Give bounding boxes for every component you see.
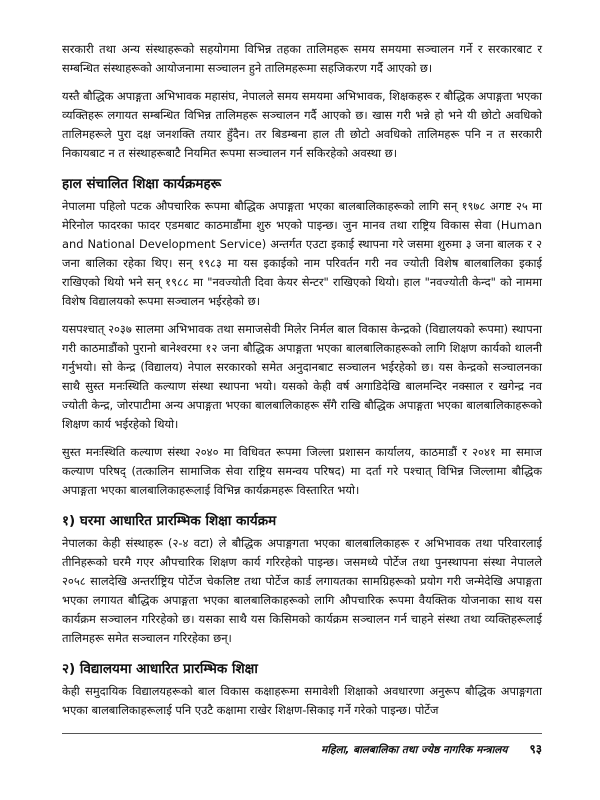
document-page: [62, 40, 542, 729]
body-paragraph: नेपालका केही संस्थाहरू (२-४ वटा) ले बौद्धिक अपाङ्गगता भएका बालबालिकाहरू र अभिभावक तथा परिवारलाई तीनिहरूको घरमै गएर औपचारिक शिक्षण कार्य गरिरहेको पाइन्छ। जसमध्ये पोर्टेज तथा पुनस्थापना संस्था नेपालले २०५८ सालदेखि अन्तर्राष्ट्रिय पोर्टेज चेकलिष्ट तथा पोर्टेज कार्ड लगायतका सामग्रिहरूको प्रयोग गरी जन्मेदेखि अपाङ्गता भएका लगायत बौद्धिक अपाङ्गता भएका बालबालिकाहरूको लागि औपचारिक रूपमा वैयक्तिक योजनाका साथ यस कार्यक्रम सञ्चालन गरिरहेको छ। यसका साथै यस किसिमको कार्यक्रम सञ्चालन गर्न चाहने संस्था तथा व्यक्तिहरूलाई तालिमहरू समेत सञ्चालन गरिरहेका छन्।: [62, 536, 542, 645]
footer-ministry-name: महिला, बालबालिका तथा ज्येष्ठ नागरिक मन्त्रालय: [321, 744, 508, 756]
footer-divider: [62, 733, 542, 734]
body-paragraph: सरकारी तथा अन्य संस्थाहरूको सहयोगमा विभिन्न तहका तालिमहरू समय समयमा सञ्चालन गर्ने र सरकारबाट र सम्बन्धित संस्थाहरूको आयोजनामा सञ्चालन हुने तालिमहरूमा सहजिकरण गर्दै आएको छ।: [62, 42, 542, 75]
section-heading: हाल संचालित शिक्षा कार्यक्रमहरू: [62, 176, 222, 192]
body-paragraph: केही समुदायिक विद्यालयहरूको बाल विकास कक्षाहरूमा समावेशी शिक्षाको अवधारणा अनुरूप बौद्धिक अपाङ्गगता भएका बालबालिकाहरूलाई पनि एउटै कक्षामा राखेर शिक्षण-सिकाइ गर्ने गरेको पाइन्छ। पोर्टेज: [62, 684, 542, 717]
section-heading: २) विद्यालयमा आधारित प्रारम्भिक शिक्षा: [62, 661, 258, 677]
page-number: ९३: [529, 742, 542, 756]
page-footer: [62, 733, 542, 759]
body-paragraph: यस्तै बौद्धिक अपाङ्गता अभिभावक महासंघ, नेपालले समय समयमा अभिभावक, शिक्षकहरू र बौद्धिक अपाङ्गता भएका व्यक्तिहरू लगायत सम्बन्धित विभिन्न तालिमहरू सञ्चालन गर्दै आएको छ। खास गरी भन्ने हो भने यी छोटो अवधिको तालिमहरूले पुरा दक्ष जनशक्ति तयार हुँदैन। तर बिडम्बना हाल ती छोटो अवधिको तालिमहरू पनि न त सरकारी निकायबाट न त संस्थाहरूबाटै नियमित रूपमा सञ्चालन गर्न सकिरहेको अवस्था छ।: [62, 89, 542, 160]
body-paragraph: नेपालमा पहिलो पटक औपचारिक रूपमा बौद्धिक अपाङ्गता भएका बालबालिकाहरूको लागि सन् १९७८ अगष्ट २५ मा मेरिनोल फादरका फादर एडमबाट काठमाडौंमा शुरु भएको पाइन्छ। जुन मानव तथा राष्ट्रिय विकास सेवा (Human and National Development Service) अन्तर्गत एउटा इकाई स्थापना गरे जसमा शुरुमा ३ जना बालक र २ जना बालिका रहेका थिए। सन् १९८३ मा यस इकाईको नाम परिवर्तन गरी नव ज्योती विशेष बालबालिका इकाई राखिएको थियो भने सन् १९८८ मा "नवज्योती दिवा केयर सेन्टर" राखिएको थियो। हाल "नवज्योती केन्द" को नाममा विशेष विद्यालयको रूपमा सञ्चालन भईरहेको छ।: [62, 199, 542, 308]
body-paragraph: सुस्त मनःस्थिति कल्याण संस्था २०४० मा विधिवत रूपमा जिल्ला प्रशासन कार्यालय, काठमाडौं र २०४१ मा समाज कल्याण परिषद् (तत्कालिन सामाजिक सेवा राष्ट्रिय समन्वय परिषद) मा दर्ता गरे पश्चात् विभिन्न जिल्लामा बौद्धिक अपाङ्गता भएका बालबालिकाहरूलाई विभिन्न कार्यक्रमहरू विस्तारित भयो।: [62, 445, 542, 497]
section-heading: १) घरमा आधारित प्रारम्भिक शिक्षा कार्यक्रम: [62, 513, 277, 529]
body-paragraph: यसपश्चात् २०३७ सालमा अभिभावक तथा समाजसेवी मिलेर निर्मल बाल विकास केन्द्रको (विद्यालयको रूपमा) स्थापना गरी काठमाडौंको पुरानो बानेश्वरमा १२ जना बौद्धिक अपाङ्गता भएका बालबालिकाहरूको लागि शिक्षण कार्यको थालनी गर्नुभयो। सो केन्द्र (विद्यालय) नेपाल सरकारको समेत अनुदानबाट सञ्चालन भईरहेको छ। यस केन्द्रको सञ्चालनका साथै सुस्त मनःस्थिति कल्याण संस्था स्थापना भयो। यसको केही वर्ष अगाडिदेखि बालमन्दिर नक्साल र खगेन्द्र नव ज्योती केन्द्र, जोरपाटीमा अन्य अपाङ्गता भएका बालबालिकाहरू सँगै राखि बौद्धिक अपाङ्गता भएका बालबालिकाहरूको शिक्षण कार्य भईरहेको थियो।: [62, 322, 542, 431]
